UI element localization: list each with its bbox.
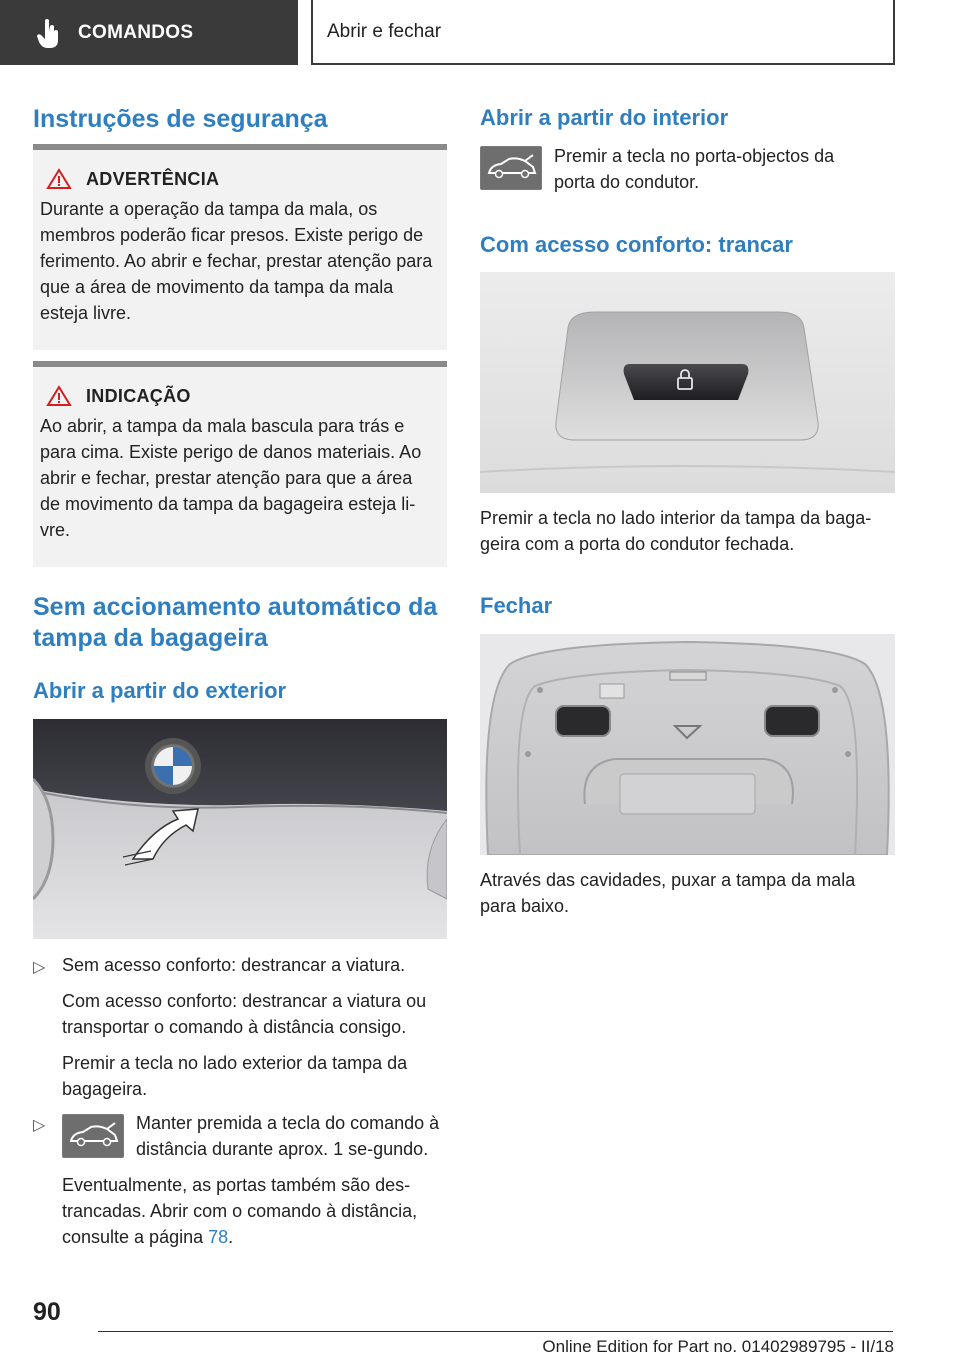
no-automatic-heading: Sem accionamento automático da tampa da bagageira xyxy=(33,593,438,652)
lock-button-photo xyxy=(480,272,895,493)
trunk-key-icon xyxy=(480,146,542,190)
page-reference-link[interactable]: 78 xyxy=(208,1227,229,1247)
step-one-line-1: Sem acesso conforto: destrancar a viatura. xyxy=(62,955,406,975)
chapter-title: COMANDOS xyxy=(78,21,194,43)
lock-text: Premir a tecla no lado interior da tampa da baga-geira com a porta do condutor fechada. xyxy=(480,508,872,554)
step-one-line-2: Com acesso conforto: destrancar a viatura ou transportar o comando à distância consigo. xyxy=(62,991,427,1037)
section-title: Abrir e fechar xyxy=(327,20,442,42)
trunk-key-icon xyxy=(62,1114,124,1158)
step-one xyxy=(62,952,450,1102)
warning-text: Durante a operação da tampa da mala, os membros poderão ficar presos. Existe perigo de ferimento. Ao abrir e fechar, prestar atenção para que a área de movimento da tampa da mala esteja livre. xyxy=(40,199,433,323)
hand-pointer-icon xyxy=(36,18,62,48)
warning-triangle-icon xyxy=(46,385,72,407)
trunk-interior-photo xyxy=(480,634,895,855)
footer-edition: Online Edition for Part no. 01402989795 - II/18 xyxy=(542,1337,894,1356)
close-heading: Fechar xyxy=(480,593,553,618)
period: . xyxy=(228,1227,234,1247)
open-interior-heading: Abrir a partir do interior xyxy=(480,105,729,130)
notice-label: INDICAÇÃO xyxy=(86,385,191,406)
warning-triangle-icon xyxy=(46,168,72,190)
step-two-text-a xyxy=(62,1110,450,1162)
open-exterior-heading: Abrir a partir do exterior xyxy=(33,678,287,703)
interior-text: Premir a tecla no porta-objectos da porta do condutor. xyxy=(554,146,835,192)
comfort-lock-heading: Com acesso conforto: trancar xyxy=(480,232,793,257)
notice-text: Ao abrir, a tampa da mala bascula para trás e para cima. Existe perigo de danos materiais. Ao abrir e fechar, prestar atenção para que a área de movimento da tampa da bagageira esteja li-vre. xyxy=(40,416,422,540)
step-two-note: Eventualmente, as portas também são des-trancadas. Abrir com o comando à distância, consulte a página xyxy=(62,1175,418,1247)
warning-box xyxy=(33,144,447,350)
notice-box xyxy=(33,361,447,567)
step-one-line-3: Premir a tecla no lado exterior da tampa da bagageira. xyxy=(62,1053,408,1099)
exterior-trunk-photo xyxy=(33,719,447,939)
page-number: 90 xyxy=(33,1298,61,1326)
section-tab xyxy=(311,0,895,65)
close-text: Através das cavidades, puxar a tampa da mala para baixo. xyxy=(480,870,856,916)
bullet-marker: ▷ xyxy=(33,1117,46,1134)
chapter-tab xyxy=(0,0,298,65)
step-two-text: Manter premida a tecla do comando à distância durante aprox. 1 se-gundo. xyxy=(136,1113,440,1159)
step-two-text-b xyxy=(62,1172,450,1250)
bullet-marker: ▷ xyxy=(33,959,46,976)
safety-title: Instruções de segurança xyxy=(33,105,328,133)
warning-label: ADVERTÊNCIA xyxy=(86,168,220,189)
footer-divider xyxy=(98,1331,893,1332)
step-two xyxy=(62,1110,450,1250)
